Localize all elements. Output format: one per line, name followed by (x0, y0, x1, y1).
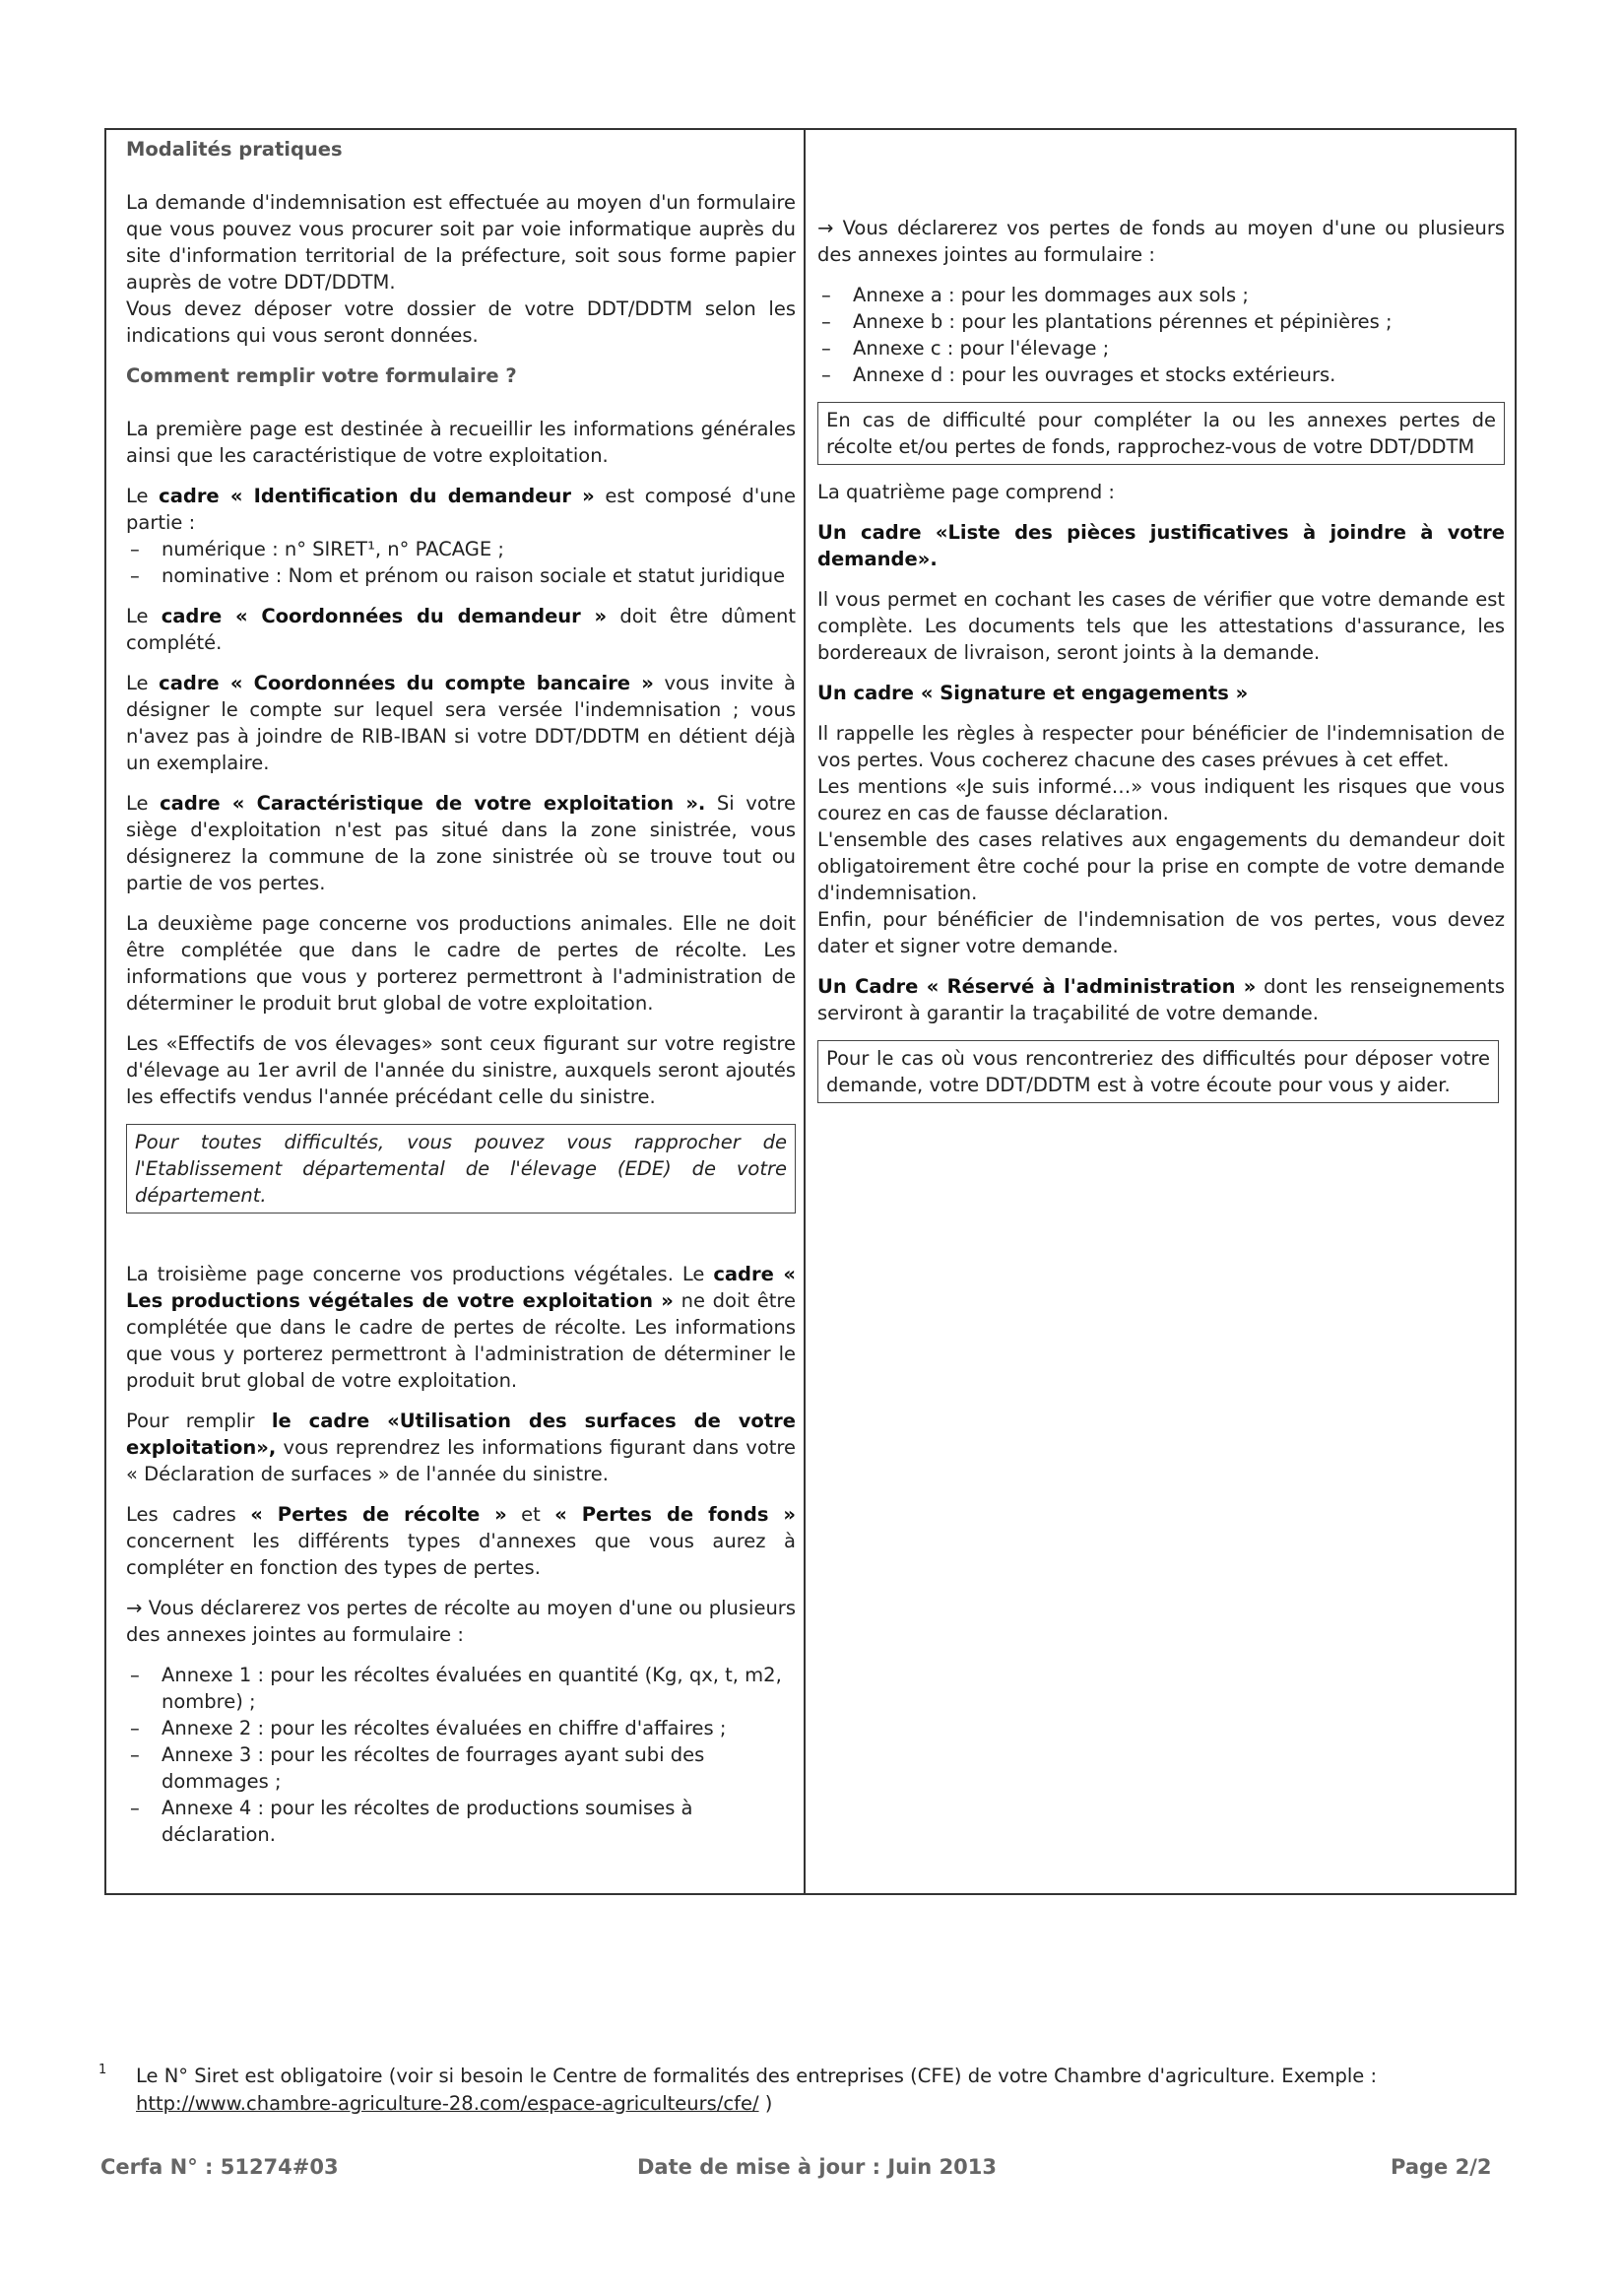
annexes-recolte-list (126, 1662, 796, 1848)
paragraph-effectifs: Les «Effectifs de vos élevages» sont ceux figurant sur votre registre d'élevage au 1er avril de l'année du sinistre, auxquels seront ajoutés les effectifs vendus l'année précédant celle du sinistre. (126, 1032, 796, 1108)
paragraph-liste-pieces: Il vous permet en cochant les cases de vérifier que votre demande est complète. Les documents tels que les attestations d'assurance, les bordereaux de livraison, seront joints à la demande. (817, 588, 1505, 664)
list-item: – Annexe 2 : pour les récoltes évaluées en chiffre d'affaires ; (126, 1715, 796, 1741)
footnote-text: Le N° Siret est obligatoire (voir si besoin le Centre de formalités des entreprises (CFE) de votre Chambre d'agriculture. Exemple : (136, 2065, 1378, 2087)
paragraph-deuxieme-page: La deuxième page concerne vos productions animales. Elle ne doit être complétée que dans le cadre de pertes de récolte. Les informations que vous y porterez permettront à l'administration de déterminer le produit brut global de votre exploitation. (126, 912, 796, 1015)
list-item: – Annexe b : pour les plantations pérennes et pépinières ; (817, 308, 1505, 335)
footnote (98, 2063, 1379, 2118)
paragraph-compte-bancaire: Le cadre « Coordonnées du compte bancaire » vous invite à désigner le compte sur lequel sera versée l'indemnisation ; vous n'avez pas à joindre de RIB-IBAN si votre DDT/DDTM en détient déjà un exemplaire. (126, 672, 796, 774)
paragraph-identification: Le cadre « Identification du demandeur » est composé d'une partie : (126, 485, 796, 534)
paragraph-pertes: Les cadres « Pertes de récolte » et « Pertes de fonds » concernent les différents types d'annexes que vous aurez à compléter en fonction des types de pertes. (126, 1503, 796, 1579)
footnote-link[interactable]: http://www.chambre-agriculture-28.com/espace-agriculteurs/cfe/ (136, 2092, 759, 2115)
difficulte-note-box: En cas de difficulté pour compléter la ou les annexes pertes de récolte et/ou pertes de fonds, rapprochez-vous de votre DDT/DDTM (817, 402, 1505, 465)
list-item: – Annexe d : pour les ouvrages et stocks extérieurs. (817, 361, 1505, 388)
heading-signature: Un cadre « Signature et engagements » (817, 682, 1249, 704)
list-item: – Annexe 1 : pour les récoltes évaluées en quantité (Kg, qx, t, m2, nombre) ; (126, 1662, 796, 1715)
identification-list (126, 536, 796, 589)
left-column (106, 130, 806, 1893)
list-item: – Annexe a : pour les dommages aux sols ; (817, 282, 1505, 308)
paragraph-troisieme-page: La troisième page concerne vos productions végétales. Le cadre « Les productions végétales de votre exploitation » ne doit être complétée que dans le cadre de pertes de récolte. Les informations que vous y porterez permettront à l'administration de déterminer le produit brut global de votre exploitation. (126, 1263, 797, 1392)
list-item: – Annexe c : pour l'élevage ; (817, 335, 1505, 361)
paragraph-caracteristique: Le cadre « Caractéristique de votre exploitation ». Si votre siège d'exploitation n'est pas situé dans la zone sinistrée, vous désignerez la commune de la zone sinistrée où se trouve tout ou partie de vos pertes. (126, 792, 797, 894)
page-number: Page 2/2 (1391, 2155, 1492, 2179)
paragraph-reserve-administration: Un Cadre « Réservé à l'administration » dont les renseignements serviront à garantir la traçabilité de votre demande. (817, 975, 1505, 1024)
heading-modalites: Modalités pratiques (126, 138, 343, 161)
footnote-number: 1 (98, 2063, 107, 2077)
paragraph-premiere-page: La première page est destinée à recueillir les informations générales ainsi que les caractéristique de votre exploitation. (126, 418, 796, 467)
paragraph-coordonnees: Le cadre « Coordonnées du demandeur » doit être dûment complété. (126, 605, 796, 654)
list-item: – Annexe 4 : pour les récoltes de productions soumises à déclaration. (126, 1795, 796, 1848)
paragraph-quatrieme-page: La quatrième page comprend : (817, 481, 1115, 503)
ede-note-box: Pour toutes difficultés, vous pouvez vous rapprocher de l'Etablissement départemental de l'élevage (EDE) de votre département. (126, 1124, 796, 1214)
heading-comment-remplir: Comment remplir votre formulaire ? (126, 364, 517, 387)
heading-liste-pieces: Un cadre «Liste des pièces justificatives à joindre à votre demande». (817, 521, 1505, 570)
right-column (806, 130, 1515, 1893)
paragraph-signature-2: Les mentions «Je suis informé…» vous indiquent les risques que vous courez en cas de fausse déclaration. (817, 775, 1505, 824)
paragraph-utilisation-surfaces: Pour remplir le cadre «Utilisation des surfaces de votre exploitation», vous reprendrez les informations figurant dans votre « Déclaration de surfaces » de l'année du sinistre. (126, 1410, 796, 1485)
footnote-link-line: http://www.chambre-agriculture-28.com/espace-agriculteurs/cfe/ ) (136, 2092, 773, 2115)
list-item: – numérique : n° SIRET¹, n° PACAGE ; (126, 536, 796, 562)
instructions-table (104, 128, 1517, 1895)
paragraph-modalites-1: La demande d'indemnisation est effectuée au moyen d'un formulaire que vous pouvez vous procurer soit par voie informatique auprès du site d'information territorial de la préfecture, soit sous forme papier auprès de votre DDT/DDTM. (126, 191, 796, 294)
update-date: Date de mise à jour : Juin 2013 (637, 2155, 998, 2179)
paragraph-signature-1: Il rappelle les règles à respecter pour bénéficier de l'indemnisation de vos pertes. Vous cocherez chacune des cases prévues à cet effet. (817, 722, 1505, 771)
paragraph-modalites-2: Vous devez déposer votre dossier de votre DDT/DDTM selon les indications qui vous seront données. (126, 297, 796, 347)
paragraph-declarerez-recolte: → Vous déclarerez vos pertes de récolte au moyen d'une ou plusieurs des annexes jointes au formulaire : (126, 1597, 796, 1646)
paragraph-signature-4: Enfin, pour bénéficier de l'indemnisation de vos pertes, vous devez dater et signer votre demande. (817, 908, 1505, 957)
paragraph-signature-3: L'ensemble des cases relatives aux engagements du demandeur doit obligatoirement être coché pour la prise en compte de votre demande d'indemnisation. (817, 828, 1505, 904)
list-item: – Annexe 3 : pour les récoltes de fourrages ayant subi des dommages ; (126, 1741, 796, 1795)
annexes-fonds-list (817, 282, 1505, 388)
ecoute-note-box: Pour le cas où vous rencontreriez des difficultés pour déposer votre demande, votre DDT/DDTM est à votre écoute pour vous y aider. (817, 1040, 1499, 1103)
list-item: – nominative : Nom et prénom ou raison sociale et statut juridique (126, 562, 796, 589)
cerfa-number: Cerfa N° : 51274#03 (100, 2155, 339, 2179)
paragraph-declarerez-fonds: → Vous déclarerez vos pertes de fonds au moyen d'une ou plusieurs des annexes jointes au formulaire : (817, 217, 1505, 266)
